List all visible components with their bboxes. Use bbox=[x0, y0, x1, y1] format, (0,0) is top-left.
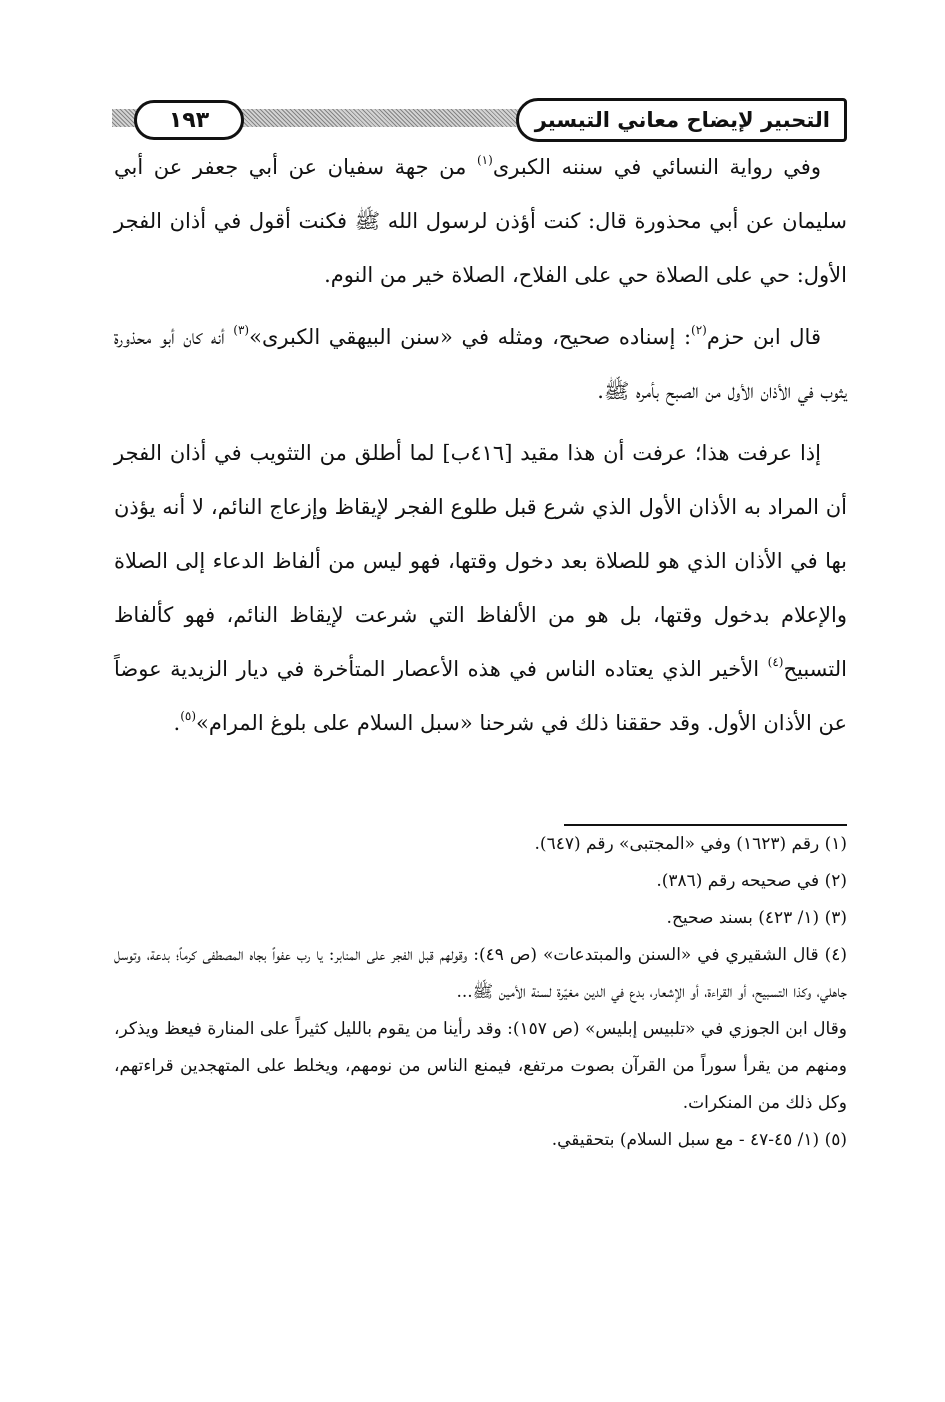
footnote-item: (٣) (١/ ٤٢٣) بسند صحيح. bbox=[666, 908, 847, 928]
paragraph: إذا عرفت هذا؛ عرفت أن هذا مقيد [٤١٦ب] لما أطلق من التثويب في أذان الفجر أن المراد به الأذان الأول الذي شرع قبل طلوع الفجر لإيقاظ وإزعاج النائم، لا أنه يؤذن بها في الأذان الذي هو للصلاة بعد دخول وقتها، فهو ليس من ألفاظ الدعاء إلى الصلاة والإعلام بدخول وقتها، بل هو من الألفاظ التي شرعت لإيقاظ النائم، فهو كألفاظ التسبيح$^{(٤)}$ الأخير الذي يعتاده الناس في هذه الأعصار المتأخرة في ديار الزيدية عوضاً عن الأذان الأول. وقد حققنا ذلك في شرحنا «سبل السلام على بلوغ المرام»$^{(٥)}$. bbox=[114, 441, 847, 735]
footnote-ref[interactable]: (١) bbox=[476, 153, 493, 167]
running-header bbox=[112, 96, 847, 140]
book-title: التحبير لإيضاح معاني التيسير bbox=[516, 98, 847, 142]
footnote-item: (٤) قال الشقيري في «السنن والمبتدعات» (ص ٤٩): وقولهم قبل الفجر على المنابر: يا رب عفواً بجاه المصطفى كرماً؛ بدعة، وتوسل جاهلي، وكذا التسبيح، أو القراءة، أو الإشعار، بدع في الدين مغيّرة لسنة الأمين ﷺ... bbox=[114, 945, 847, 1002]
footnote-item: وقال ابن الجوزي في «تلبيس إبليس» (ص ١٥٧): وقد رأينا من يقوم بالليل كثيراً على المنارة فيعظ ويذكر، ومنهم من يقرأ سوراً من القرآن بصوت مرتفع، فيمنع الناس من نومهم، ويخلط على المتهجدين قراءتهم، وكل ذلك من المنكرات. bbox=[114, 1019, 847, 1113]
footnote-ref[interactable]: (٥) bbox=[180, 709, 197, 723]
main-text bbox=[114, 140, 847, 750]
footnote-item: (٢) في صحيحه رقم (٣٨٦). bbox=[656, 871, 847, 891]
footnote-ref[interactable]: (٢) bbox=[691, 323, 707, 337]
footnote-item: (٥) (١/ ٤٥-٤٧ - مع سبل السلام) بتحقيقي. bbox=[551, 1130, 847, 1150]
footnote-ref[interactable]: (٣) bbox=[233, 323, 250, 337]
paragraph: وفي رواية النسائي في سننه الكبرى$^{(١)}$ من جهة سفيان عن أبي جعفر عن أبي سليمان عن أبي محذورة قال: كنت أؤذن لرسول الله ﷺ فكنت أقول في أذان الفجر الأول: حي على الصلاة حي على الفلاح، الصلاة خير من النوم. bbox=[114, 153, 847, 287]
page-number: ١٩٣ bbox=[134, 100, 244, 140]
footnotes bbox=[114, 826, 847, 1159]
footnote-item: (١) رقم (١٦٢٣) وفي «المجتبى» رقم (٦٤٧). bbox=[534, 834, 847, 854]
paragraph: قال ابن حزم$^{(٢)}$: إسناده صحيح، ومثله في «سنن البيهقي الكبرى»$^{(٣)}$ أنه كان أبو محذورة يثوب في الأذان الأول من الصبح بأمره ﷺ. bbox=[114, 323, 847, 403]
footnote-ref[interactable]: (٤) bbox=[767, 655, 784, 669]
